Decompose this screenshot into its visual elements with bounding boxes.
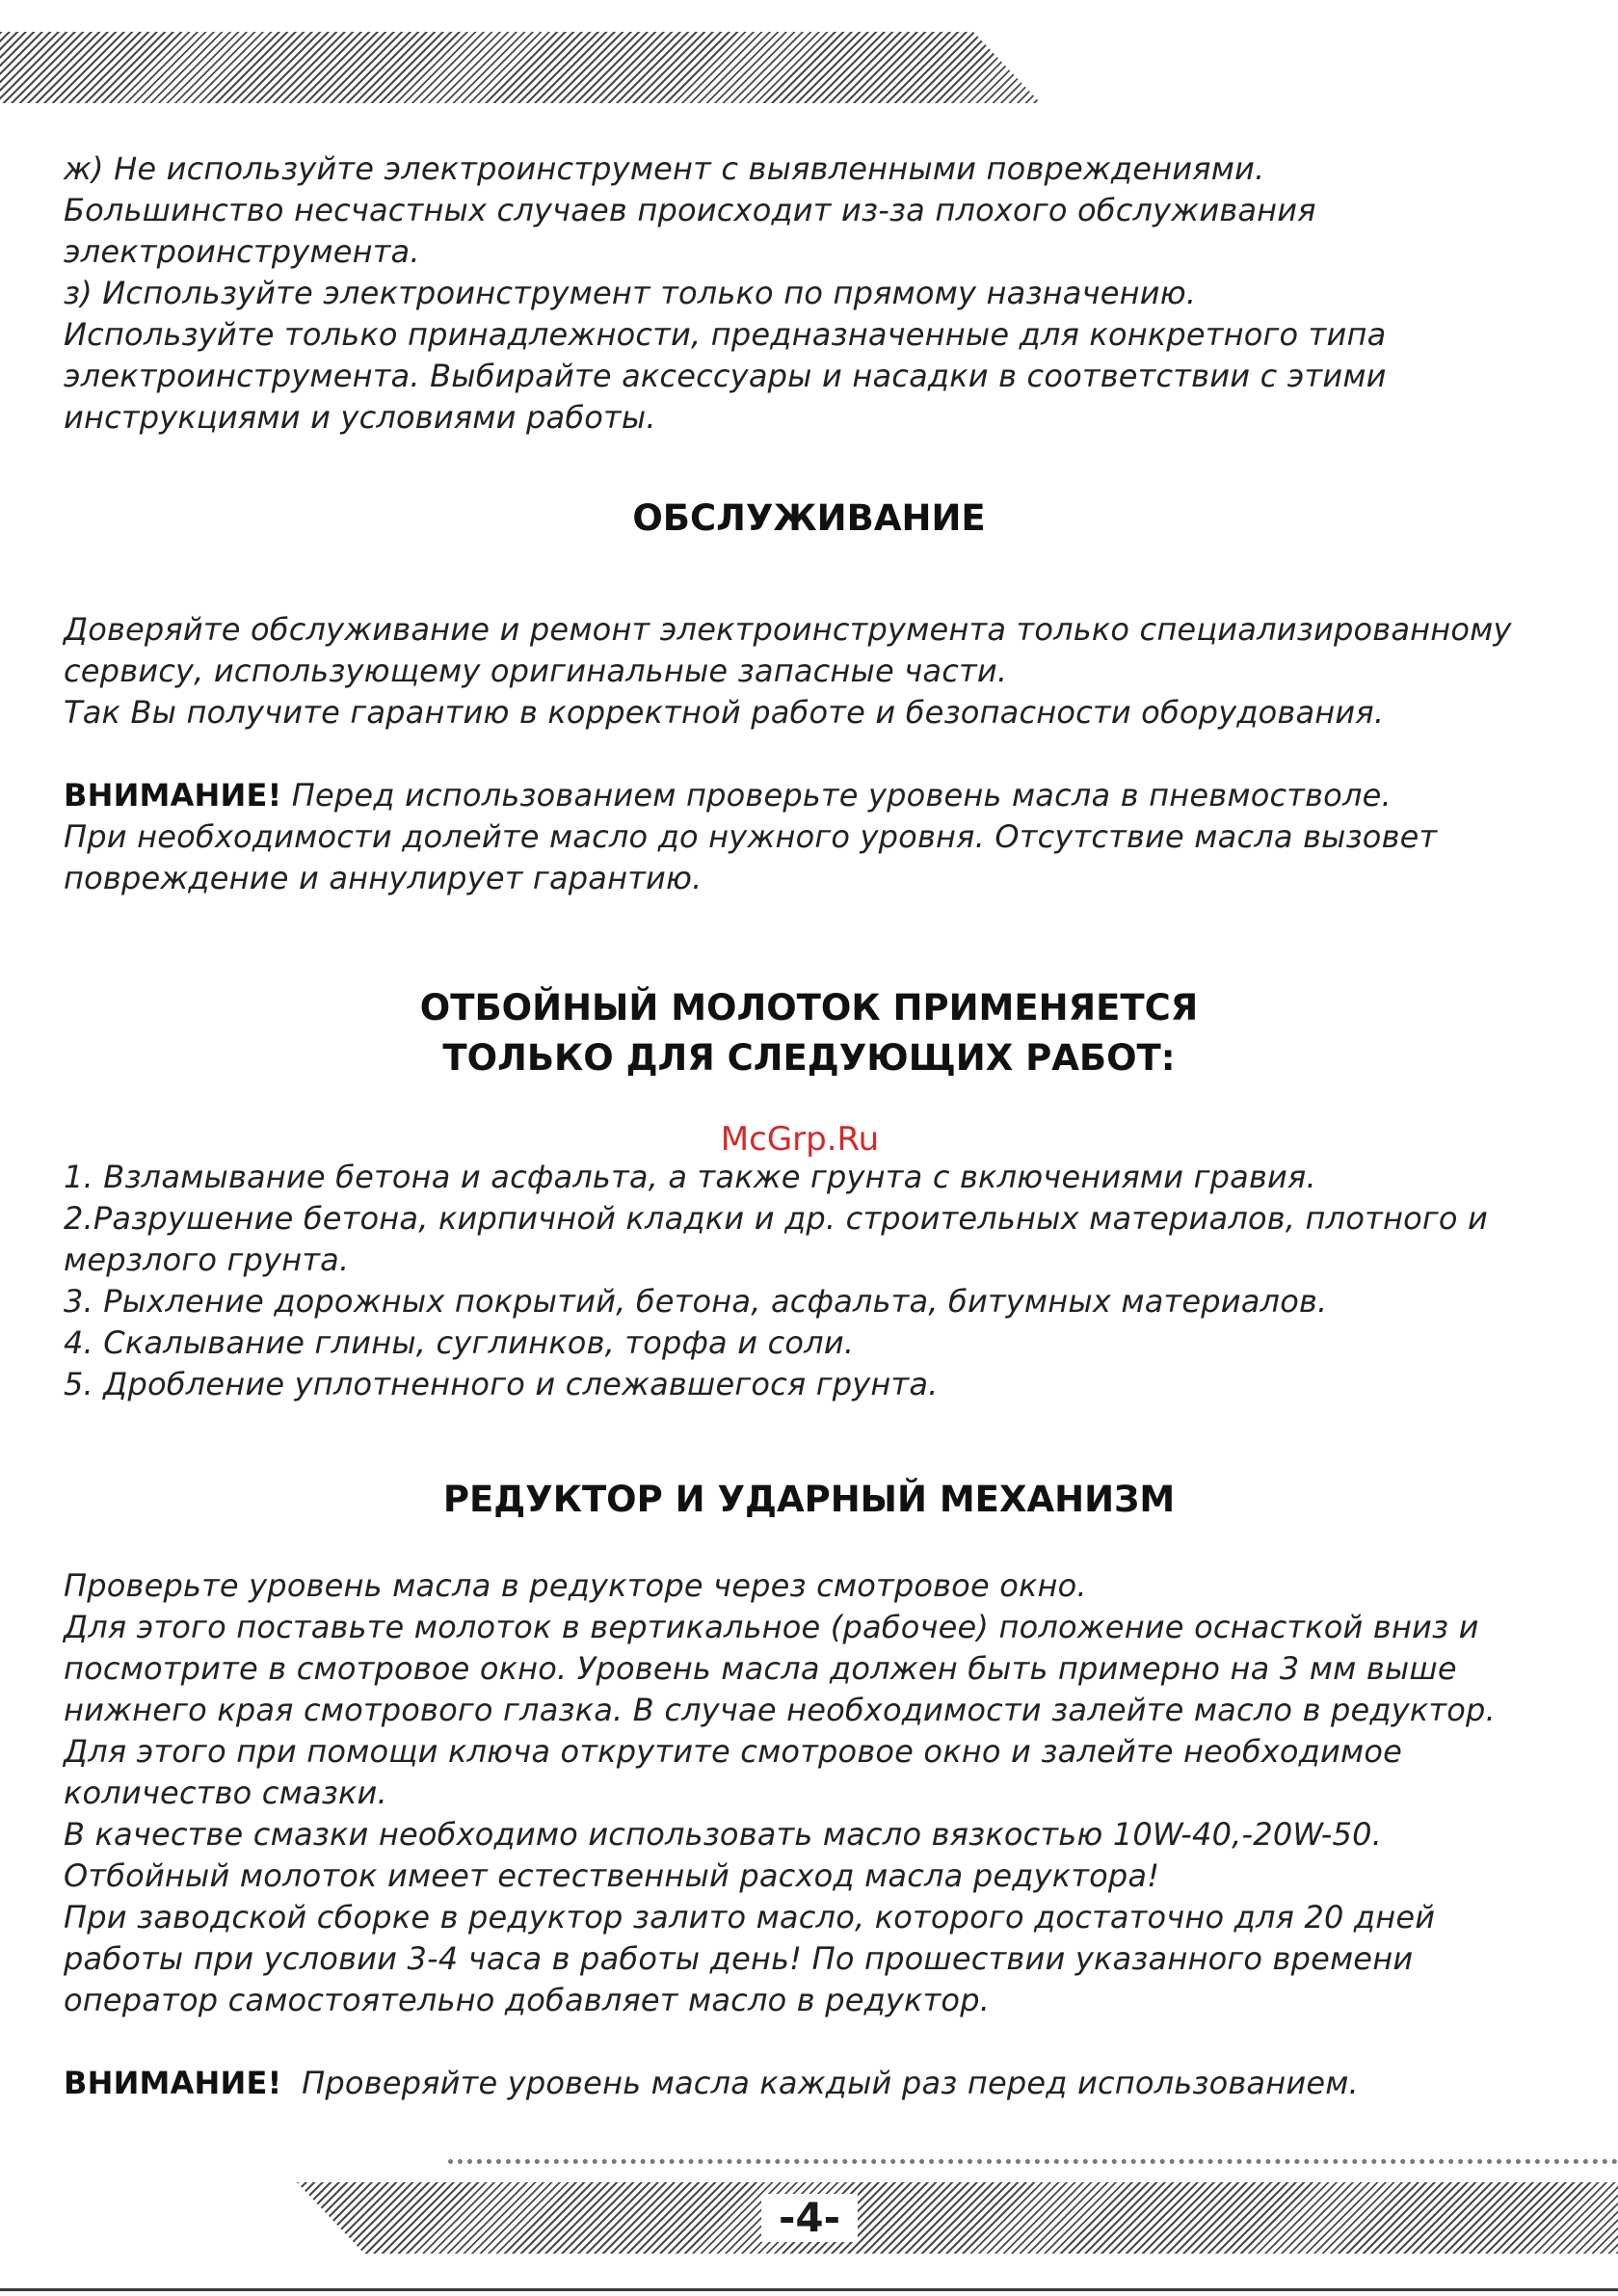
warning-paragraph-oil-check	[64, 2063, 1577, 2104]
warning-paragraph-oil-barrel	[64, 775, 1577, 899]
text-line: инструкциями и условиями работы.	[64, 399, 656, 436]
gear-paragraph	[64, 1565, 1577, 2021]
text-line: Так Вы получите гарантию в корректной работе и безопасности оборудования.	[64, 694, 1385, 731]
page-number: -4-	[761, 2194, 858, 2242]
list-item: 1. Взламывание бетона и асфальта, а также грунта с включениями гравия.	[64, 1159, 1316, 1195]
header-hatch-band	[0, 32, 1041, 103]
text-line: При заводской сборке в редуктор залито масло, которого достаточно для 20 дней	[64, 1899, 1436, 1936]
text-line: Доверяйте обслуживание и ремонт электроинструмента только специализированному	[64, 611, 1512, 648]
section-heading-service: ОБСЛУЖИВАНИЕ	[632, 497, 986, 539]
text-line: работы при условии 3-4 часа в работы день! По прошествии указанного времени	[64, 1940, 1414, 1977]
text-line: В качестве смазки необходимо использовать масло вязкостью 10W-40,-20W-50.	[64, 1816, 1383, 1853]
text-line: Для этого поставьте молоток в вертикальное (рабочее) положение оснасткой вниз и	[64, 1609, 1479, 1645]
text-line: количество смазки.	[64, 1775, 387, 1811]
warning-label: ВНИМАНИЕ!	[64, 2065, 282, 2101]
list-item: 5. Дробление уплотненного и слежавшегося грунта.	[64, 1366, 939, 1402]
text-line: ВНИМАНИЕ! Перед использованием проверьте уровень масла в пневмостволе.	[64, 777, 1392, 814]
text-line: Большинство несчастных случаев происходит из-за плохого обслуживания	[64, 192, 1316, 228]
text-line: нижнего края смотрового глазка. В случае необходимости залейте масло в редуктор.	[64, 1692, 1496, 1728]
text-line: При необходимости долейте масло до нужного уровня. Отсутствие масла вызовет	[64, 818, 1438, 855]
section-heading-gear: РЕДУКТОР И УДАРНЫЙ МЕХАНИЗМ	[442, 1479, 1176, 1520]
list-item: 2.Разрушение бетона, кирпичной кладки и др. строительных материалов, плотного и	[64, 1200, 1489, 1237]
text-line: повреждение и аннулирует гарантию.	[64, 860, 703, 896]
watermark-text: McGrp.Ru	[720, 1120, 880, 1159]
text-line: оператор самостоятельно добавляет масло в редуктор.	[64, 1982, 991, 2018]
text-line: Отбойный молоток имеет естественный расход масла редуктора!	[64, 1857, 1160, 1894]
safety-rules-paragraph	[64, 148, 1577, 439]
text-line: з) Используйте электроинструмент только по прямому назначению.	[64, 275, 1197, 311]
text-line: электроинструмента.	[64, 233, 420, 270]
text-line: ж) Не используйте электроинструмент с выявленными повреждениями.	[64, 150, 1265, 187]
footer-bottom-rule	[0, 2288, 1618, 2291]
text-line: сервису, использующему оригинальные запасные части.	[64, 653, 1008, 689]
warning-label: ВНИМАНИЕ!	[64, 777, 282, 814]
text-line: Проверьте уровень масла в редукторе через смотровое окно.	[64, 1567, 1087, 1604]
footer-hatch-band	[297, 2182, 1618, 2254]
service-paragraph	[64, 609, 1577, 734]
usage-list	[64, 1157, 1577, 1405]
list-item: 3. Рыхление дорожных покрытий, бетона, асфальта, битумных материалов.	[64, 1283, 1328, 1320]
text-line: ВНИМАНИЕ! Проверяйте уровень масла каждый раз перед использованием.	[64, 2065, 1359, 2101]
text-line: электроинструмента. Выбирайте аксессуары и насадки в соответствии с этими	[64, 358, 1387, 394]
section-heading-usage: ОТБОЙНЫЙ МОЛОТОК ПРИМЕНЯЕТСЯ ТОЛЬКО ДЛЯ СЛЕДУЮЩИХ РАБОТ:	[419, 987, 1199, 1079]
list-item: мерзлого грунта.	[64, 1241, 350, 1278]
text-line: Для этого при помощи ключа открутите смотровое окно и залейте необходимое	[64, 1733, 1403, 1770]
text-line: Используйте только принадлежности, предназначенные для конкретного типа	[64, 316, 1387, 353]
text-line: посмотрите в смотровое окно. Уровень масла должен быть примерно на 3 мм выше	[64, 1650, 1457, 1687]
footer-dotted-rule	[448, 2159, 1618, 2164]
list-item: 4. Скалывание глины, суглинков, торфа и соли.	[64, 1324, 855, 1361]
